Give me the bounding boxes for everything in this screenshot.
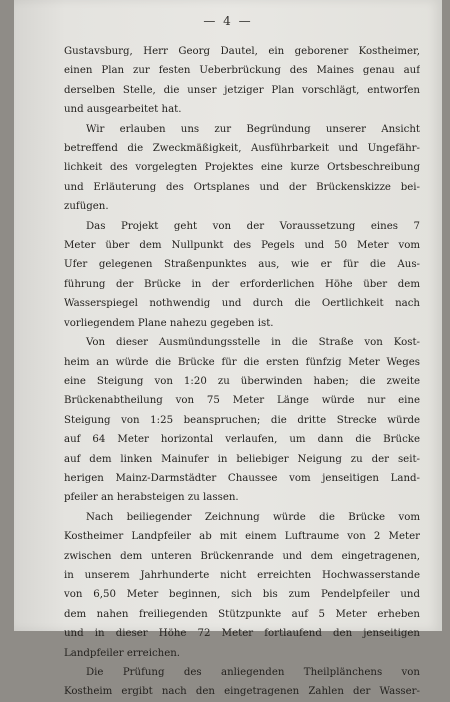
text-line: und in dieser Höhe 72 Meter fortlaufend den jenseitigen — [64, 628, 420, 640]
text-line: eine Steigung von 1:20 zu überwinden haben; die zweite — [64, 375, 420, 387]
text-line: und ausgearbeitet hat. — [64, 104, 182, 116]
text-line: pfeiler an herabsteigen zu lassen. — [64, 492, 239, 504]
text-line: heim an würde die Brücke für die ersten fünfzig Meter Weges — [64, 356, 420, 368]
text-line: von 6,50 Meter beginnen, sich bis zum Pendelpfeiler und — [64, 589, 420, 601]
book-page — [14, 0, 442, 698]
text-line: zwischen dem unteren Brückenrande und dem eingetragenen, — [64, 550, 420, 562]
text-line: vorliegendem Plane nahezu gegeben ist. — [64, 317, 274, 329]
body-text — [64, 42, 420, 702]
text-line: dem nahen freiliegenden Stützpunkte auf 5 Meter erheben — [64, 608, 420, 620]
text-line: und Erläuterung des Ortsplanes und der Brückenskizze bei- — [64, 181, 420, 193]
text-line: Meter über dem Nullpunkt des Pegels und 50 Meter vom — [64, 240, 420, 252]
text-line: Nach beiliegender Zeichnung würde die Brücke vom — [86, 511, 420, 523]
text-line: Landpfeiler erreichen. — [64, 647, 181, 659]
text-line: herigen Mainz-Darmstädter Chaussee vom jenseitigen Land- — [64, 472, 420, 484]
text-line: auf 64 Meter horizontal verlaufen, um dann die Brücke — [64, 434, 420, 446]
text-line: auf dem linken Mainufer in beliebiger Neigung zu der seit- — [64, 453, 420, 465]
page-number: — 4 — — [203, 14, 253, 28]
text-line: einen Plan zur festen Ueberbrückung des Maines genau auf — [64, 65, 420, 77]
text-line: Die Prüfung des anliegenden Theilplänchens von — [86, 667, 420, 678]
text-line: Kostheim ergibt nach den eingetragenen Zahlen der Wasser- — [64, 686, 420, 698]
text-line: Kostheimer Landpfeiler ab mit einem Luftraume von 2 Meter — [64, 531, 420, 543]
text-line: lichkeit des vorgelegten Projektes eine kurze Ortsbeschreibung — [64, 162, 420, 174]
text-line: derselben Stelle, die unser jetziger Plan vorschlägt, entworfen — [64, 84, 420, 96]
text-line: führung der Brücke in der erforderlichen Höhe über dem — [64, 278, 420, 290]
text-line: Steigung von 1:25 beanspruchen; die dritte Strecke würde — [64, 414, 420, 426]
text-line: betreffend die Zweckmäßigkeit, Ausführbarkeit und Ungefähr- — [64, 143, 420, 155]
text-line: Das Projekt geht von der Voraussetzung eines 7 — [86, 220, 420, 232]
text-line: Gustavsburg, Herr Georg Dautel, ein geborener Kostheimer, — [64, 46, 420, 57]
text-line: Wir erlauben uns zur Begründung unserer Ansicht — [86, 123, 420, 135]
text-line: Von dieser Ausmündungsstelle in die Straße von Kost- — [86, 337, 420, 349]
text-line: Ufer gelegenen Straßenpunktes aus, wie er für die Aus- — [64, 259, 420, 271]
text-line: Brückenabtheilung von 75 Meter Länge würde nur eine — [64, 395, 420, 407]
text-line: Wasserspiegel nothwendig und durch die Oertlichkeit nach — [64, 298, 420, 310]
text-line: in unserem Jahrhunderte nicht erreichten Hochwasserstande — [64, 569, 420, 581]
text-line: zufügen. — [64, 201, 109, 213]
